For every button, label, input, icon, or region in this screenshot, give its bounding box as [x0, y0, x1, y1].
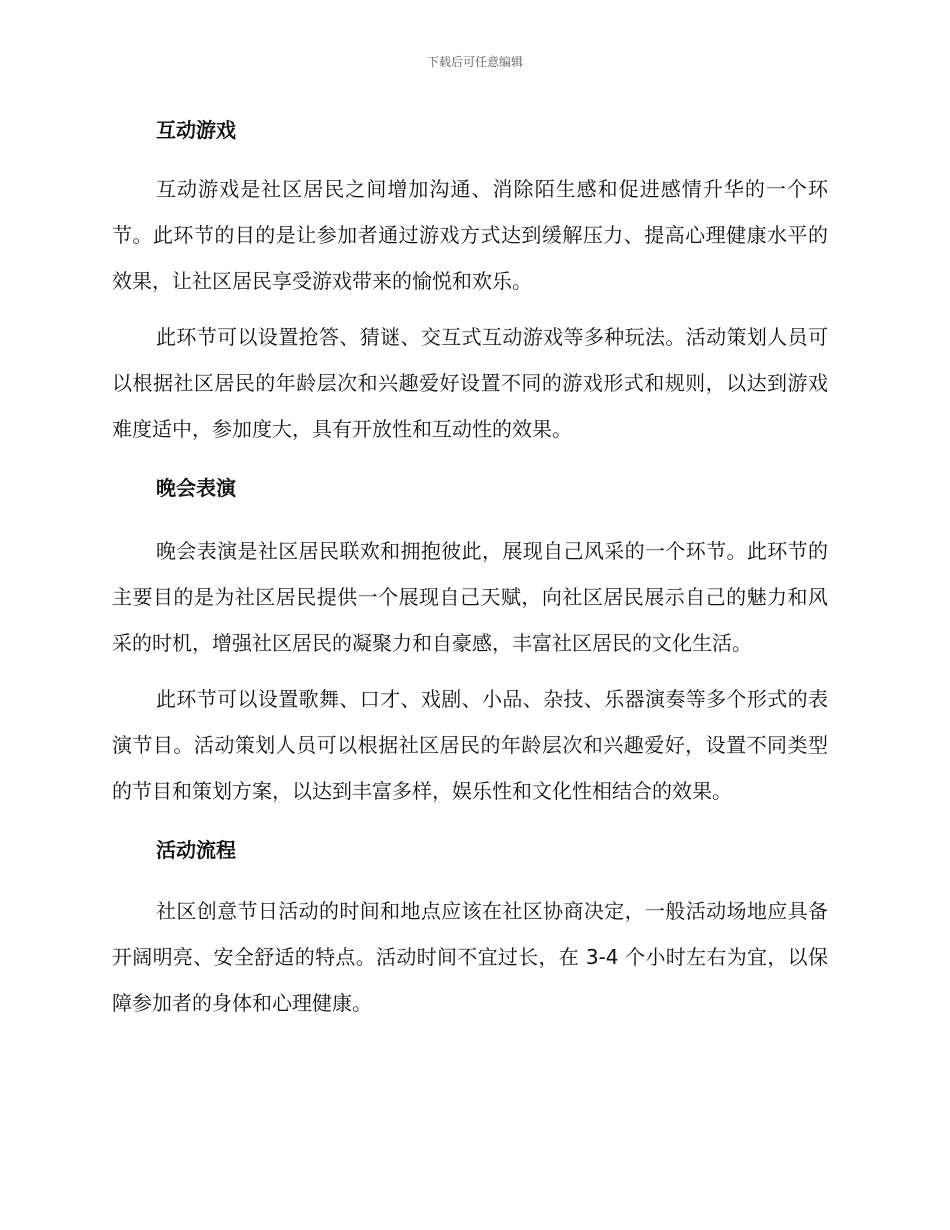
page-header: 下载后可任意编辑 [426, 55, 523, 69]
paragraph-evening-performance-format: 此环节可以设置歌舞、口才、戏剧、小品、杂技、乐器演奏等多个形式的表演节目。活动策划人员可以根据社区居民的年龄层次和兴趣爱好，设置不同类型的节目和策划方案，以达到丰富多样，娱乐性和文化性相结合的效果。 [112, 687, 828, 803]
section-title-activity-process: 活动流程 [156, 838, 236, 862]
document-body [112, 112, 828, 1026]
section-title-interactive-games: 互动游戏 [156, 118, 236, 142]
section-title-evening-performance: 晚会表演 [156, 476, 236, 500]
paragraph-interactive-games-purpose: 互动游戏是社区居民之间增加沟通、消除陌生感和促进感情升华的一个环节。此环节的目的是让参加者通过游戏方式达到缓解压力、提高心理健康水平的效果，让社区居民享受游戏带来的愉悦和欢乐。 [112, 177, 828, 293]
paragraph-interactive-games-format: 此环节可以设置抢答、猜谜、交互式互动游戏等多种玩法。活动策划人员可以根据社区居民的年龄层次和兴趣爱好设置不同的游戏形式和规则，以达到游戏难度适中，参加度大，具有开放性和互动性的效果。 [112, 325, 828, 441]
paragraph-activity-process: 社区创意节日活动的时间和地点应该在社区协商决定，一般活动场地应具备开阔明亮、安全舒适的特点。活动时间不宜过长，在 3-4 个小时左右为宜，以保障参加者的身体和心理健康。 [112, 899, 828, 1015]
paragraph-evening-performance-purpose: 晚会表演是社区居民联欢和拥抱彼此，展现自己风采的一个环节。此环节的主要目的是为社区居民提供一个展现自己天赋，向社区居民展示自己的魅力和风采的时机，增强社区居民的凝聚力和自豪感，丰富社区居民的文化生活。 [112, 539, 828, 655]
